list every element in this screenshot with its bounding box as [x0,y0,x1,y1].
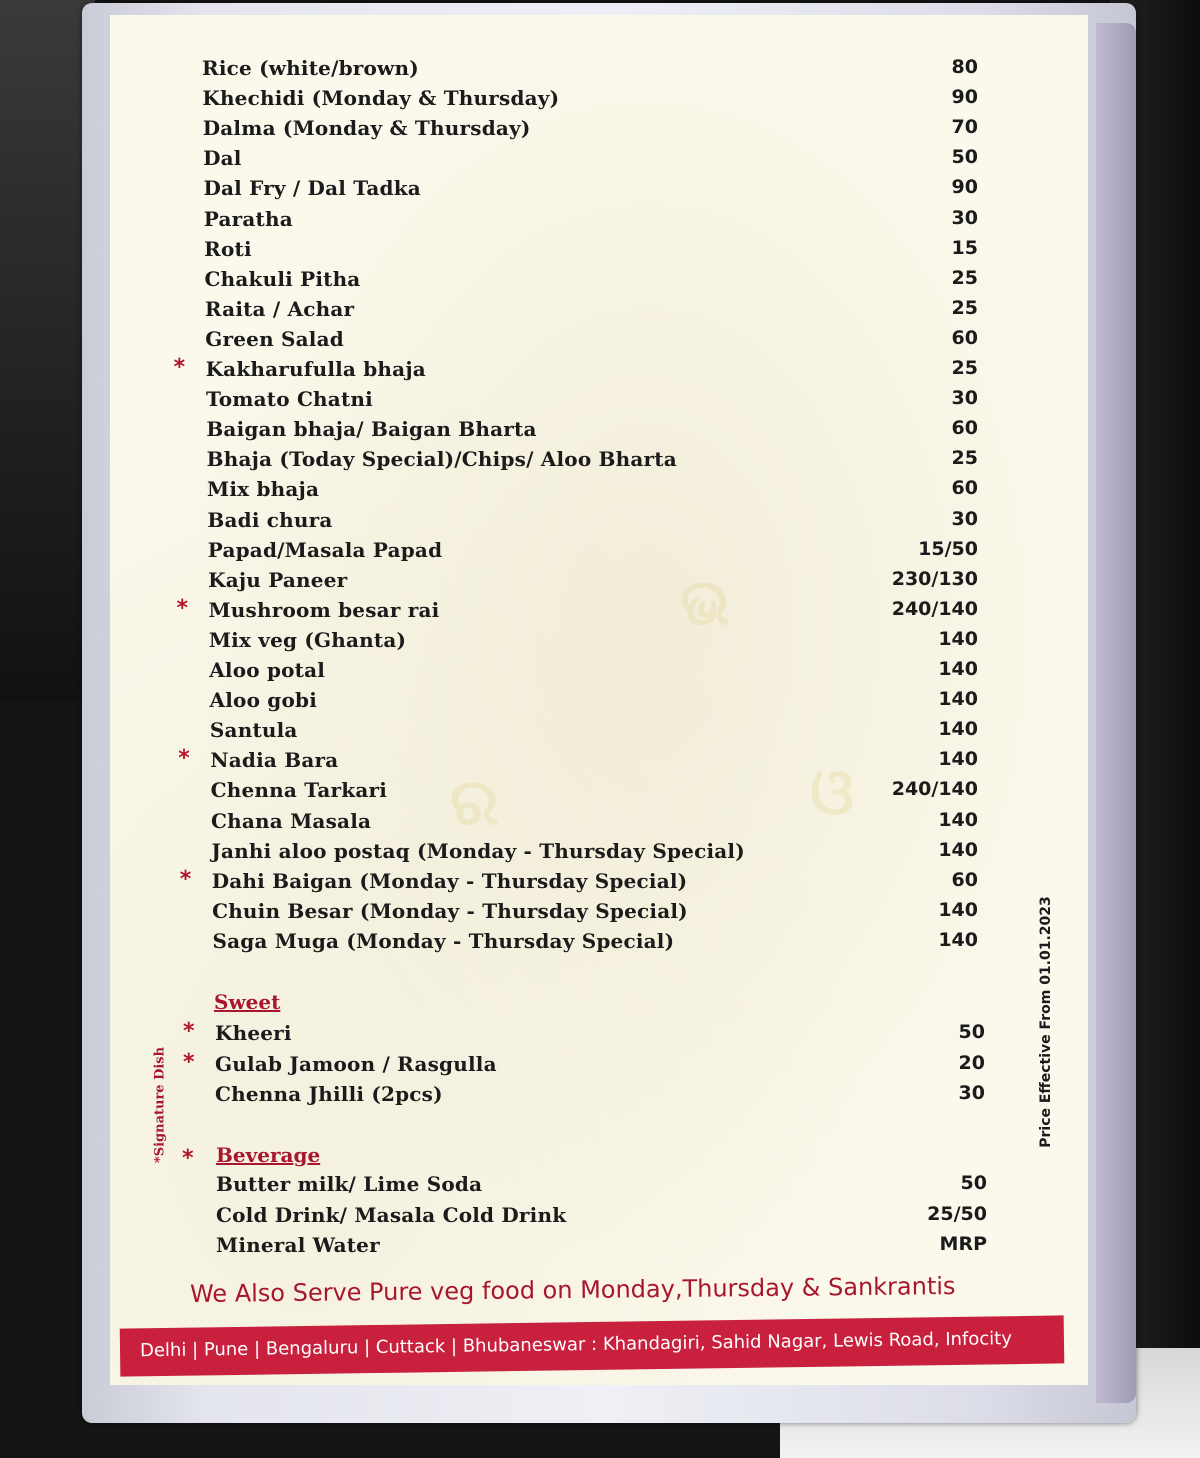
menu-item-name: Chuin Besar (Monday - Thursday Special) [212,898,688,923]
menu-item-name: Baigan bhaja/ Baigan Bharta [206,417,537,442]
menu-item-price: 50 [958,1021,985,1043]
menu-item-name: Khechidi (Monday & Thursday) [202,86,560,111]
menu-item-price: 140 [938,688,978,711]
watermark-glyph: ଭ [680,565,731,640]
menu-item-price: 15 [951,236,978,259]
menu-item-price: 50 [951,146,978,169]
menu-item-price: 140 [938,718,978,741]
menu-item-price: 70 [951,116,978,139]
menu-item-price: 60 [951,477,978,500]
menu-item-name: Raita / Achar [204,296,355,321]
menu-item-name: Chenna Tarkari [210,778,388,803]
beverage-heading: Beverage [216,1143,321,1167]
watermark-glyph: ର [450,765,499,840]
menu-item-name: Papad/Masala Papad [207,537,443,562]
signature-star-icon: * [176,595,188,621]
menu-item-price: 50 [960,1172,987,1194]
menu-item-name: Mushroom besar rai [208,597,440,622]
menu-item-name: Saga Muga (Monday - Thursday Special) [212,928,675,953]
menu-item-name: Dalma (Monday & Thursday) [202,116,531,141]
menu-item-price: 90 [951,176,978,199]
price-effective-date: Price Effective From 01.01.2023 [1038,896,1054,1148]
menu-item-price: 240/140 [891,597,978,620]
menu-item-price: 140 [938,627,978,650]
menu-item-name: Mix bhaja [207,477,320,502]
menu-item-name: Badi chura [207,507,333,532]
menu-item-price: 140 [938,808,978,831]
menu-item-name: Mix veg (Ghanta) [208,627,407,652]
menu-item-price: 25 [951,266,978,289]
menu-item-price: 25 [951,296,978,319]
menu-item-name: Green Salad [205,326,344,351]
menu-item-price: 80 [951,56,978,78]
menu-item-name: Dahi Baigan (Monday - Thursday Special) [211,868,688,893]
menu-item-name: Kakharufulla bhaja [205,357,426,381]
menu-item-name: Aloo gobi [209,688,318,713]
menu-item-price: 30 [951,206,978,229]
menu-item-name: Cold Drink/ Masala Cold Drink [216,1202,567,1227]
menu-item-price: 140 [938,748,978,771]
menu-item-price: 60 [951,417,978,440]
menu-item-name: Butter milk/ Lime Soda [216,1172,483,1196]
menu-item-name: Mineral Water [216,1233,380,1257]
menu-item-name: Rice (white/brown) [202,56,419,80]
background-table-left [0,0,95,700]
menu-item-name: Chenna Jhilli (2pcs) [215,1082,443,1106]
menu-item-name: Dal Fry / Dal Tadka [203,176,421,201]
menu-item-name: Tomato Chatni [205,387,373,412]
menu-item-price: 25 [951,447,978,470]
menu-item-name: Chana Masala [211,808,372,833]
menu-item-price: 140 [938,898,978,921]
menu-item-name: Roti [204,236,252,261]
menu-item-name: Aloo potal [209,658,326,682]
menu-item-name: Paratha [203,206,293,231]
signature-dish-note: *Signature Dish [152,1046,168,1164]
menu-item-price: 140 [938,928,978,951]
signature-star-icon: * [183,1019,195,1044]
sleeve-edge [1096,23,1136,1403]
signature-star-icon: * [173,355,186,380]
menu-item-name: Kaju Paneer [208,567,348,592]
menu-item-name: Gulab Jamoon / Rasgulla [215,1051,497,1076]
menu-item-price: 30 [958,1082,985,1104]
menu-item-name: Janhi aloo postaq (Monday - Thursday Special) [211,838,745,863]
menu-item-price: 90 [951,86,978,109]
menu-item-price: 20 [958,1051,985,1074]
menu-item-name: Bhaja (Today Special)/Chips/ Aloo Bharta [206,447,677,472]
menu-item-price: 240/140 [891,778,978,801]
menu-item-name: Nadia Bara [210,748,339,773]
menu-item-price: 30 [951,387,978,410]
signature-star-icon: * [179,866,192,892]
menu-item-price: 140 [938,838,978,861]
menu-item-price: 60 [951,868,978,891]
sweet-heading: Sweet [214,990,281,1014]
menu-item-price: 25 [951,357,978,379]
veg-notice: We Also Serve Pure veg food on Monday,Thursday & Sankrantis [189,1271,956,1309]
signature-star-icon: * [182,1146,194,1171]
menu-item-price: 30 [951,507,978,530]
menu-item-name: Santula [209,718,298,743]
menu-item-name: Kheeri [215,1021,292,1045]
menu-item-name: Chakuli Pitha [204,266,361,291]
menu-item-price: 60 [951,326,978,349]
menu-item-price: 15/50 [918,537,978,560]
menu-item-price: 140 [938,658,978,680]
footer-locations: Delhi | Pune | Bengaluru | Cuttack | Bhubaneswar : Khandagiri, Sahid Nagar, Lewis Road, Infocity [139,1328,1013,1362]
menu-item-price: MRP [939,1233,987,1255]
watermark-glyph: ଓ [810,755,855,830]
signature-star-icon: * [178,746,190,772]
signature-star-icon: * [183,1049,195,1075]
menu-item-name: Dal [203,146,242,171]
menu-item-price: 230/130 [891,567,978,590]
menu-item-price: 25/50 [927,1202,987,1225]
